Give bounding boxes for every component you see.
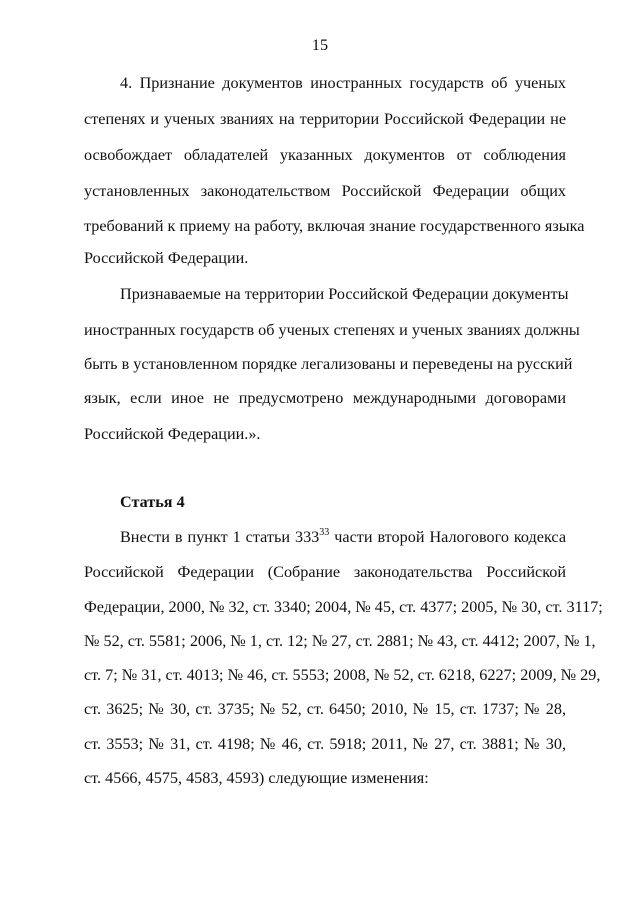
paragraph-line: Российской Федерации. [84,249,249,267]
paragraph-line: язык, если иное не предусмотрено международными договорами [84,389,566,407]
article-text: части второй Налогового кодекса [329,528,566,546]
paragraph-line: установленных законодательством Российской Федерации общих [84,182,566,200]
paragraph-line: Российской Федерации (Собрание законодательства Российской [84,563,566,581]
paragraph-line: Признаваемые на территории Российской Федерации документы [120,285,569,303]
paragraph-line: ст. 3625; № 30, ст. 3735; № 52, ст. 6450; 2010, № 15, ст. 1737; № 28, [84,700,566,718]
article-first-line [120,527,566,547]
paragraph-line: 4. Признание документов иностранных государств об ученых [120,74,566,92]
paragraph-line: степенях и ученых званиях на территории Российской Федерации не [84,110,566,128]
article-heading: Статья 4 [120,493,185,511]
article-text: Внести в пункт 1 статьи 333 [120,528,320,546]
paragraph-line: ст. 7; № 31, ст. 4013; № 46, ст. 5553; 2008, № 52, ст. 6218, 6227; 2009, № 29, [84,666,601,684]
paragraph-line: № 52, ст. 5581; 2006, № 1, ст. 12; № 27, ст. 2881; № 43, ст. 4412; 2007, № 1, [84,632,596,650]
paragraph-line: иностранных государств об ученых степенях и ученых званиях должны [84,321,580,339]
paragraph-line: освобождает обладателей указанных документов от соблюдения [84,146,566,164]
paragraph-line: быть в установленном порядке легализованы и переведены на русский [84,355,573,373]
paragraph-line: ст. 3553; № 31, ст. 4198; № 46, ст. 5918; 2011, № 27, ст. 3881; № 30, [84,735,566,753]
article-superscript: 33 [319,527,330,538]
page-number: 15 [311,36,329,54]
paragraph-line: Федерации, 2000, № 32, ст. 3340; 2004, № 45, ст. 4377; 2005, № 30, ст. 3117; [84,598,603,616]
paragraph-line: Российской Федерации.». [84,425,261,443]
paragraph-line: требований к приему на работу, включая знание государственного языка [84,217,585,235]
paragraph-line: ст. 4566, 4575, 4583, 4593) следующие изменения: [84,769,429,787]
